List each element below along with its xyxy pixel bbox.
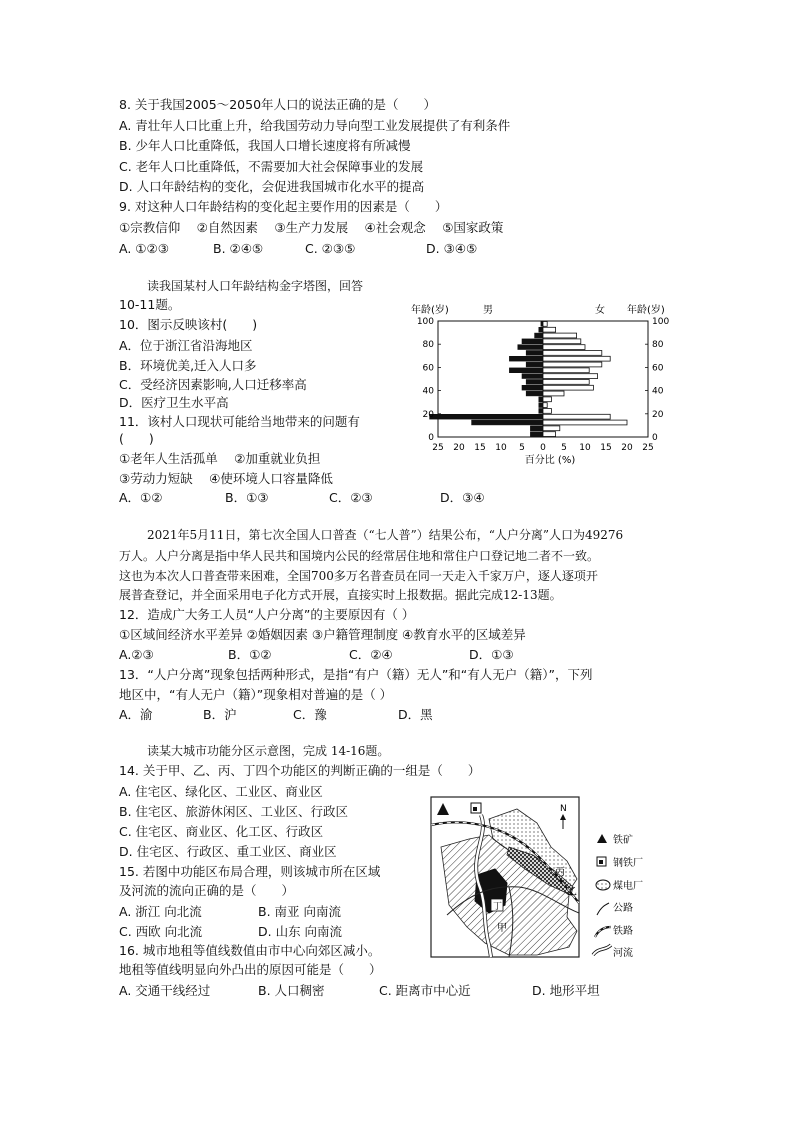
q11-stem: 11．该村人口现状可能给当地带来的问题有 (119, 414, 360, 429)
pyramid-bar-male (526, 351, 543, 356)
pyramid-bar-female (543, 322, 547, 327)
q8-option-c: C. 老年人口比重降低，不需要加大社会保障事业的发展 (119, 159, 424, 174)
q16-option-b: B. 人口稠密 (258, 983, 325, 998)
q8-option-d: D. 人口年龄结构的变化，会促进我国城市化水平的提高 (119, 179, 425, 194)
q13-stem-line2: 地区中，“有人无户（籍）”现象相对普遍的是（ ） (119, 687, 393, 702)
zone-label-ding: 丁 (493, 902, 503, 912)
pyramid-bar-female (543, 397, 551, 402)
pyramid-bar-male (518, 345, 543, 350)
legend-coal-plant-icon (596, 880, 610, 890)
legend-iron-mine-label: 铁矿 (613, 835, 633, 846)
pyramid-bar-male (522, 385, 543, 390)
q11-opts-line2: ③劳动力短缺 ④使环境人口容量降低 (119, 471, 333, 486)
intro-14-16: 读某大城市功能分区示意图，完成 14-16题。 (147, 744, 390, 758)
pyramid-x-tick: 10 (579, 443, 591, 453)
pyramid-age-tick-right: 100 (652, 317, 670, 327)
north-arrow-label: N (560, 804, 567, 814)
intro-12-13-line1: 2021年5月11日，第七次全国人口普查（“七人普”）结果公布，“人户分离”人口为49276 (147, 528, 624, 542)
q14-option-d: D. 住宅区、行政区、重工业区、商业区 (119, 844, 337, 859)
city-function-zone-map (429, 795, 661, 960)
q13-option-d: D．黑 (398, 707, 433, 722)
pyramid-age-tick-right: 40 (652, 386, 664, 397)
q9-stem: 9. 对这种人口年龄结构的变化起主要作用的因素是（ ） (119, 199, 448, 214)
legend-road-label: 公路 (613, 903, 633, 914)
pyramid-bar-male (526, 380, 543, 385)
q15-option-c: C. 西欧 向北流 (119, 924, 203, 939)
pyramid-bar-female (543, 374, 598, 379)
intro-12-13-line2: 万人。人户分离是指中华人民共和国境内公民的经常居住地和常住户口登记地二者不一致。 (119, 549, 600, 563)
pyramid-age-tick-left: 80 (422, 340, 434, 351)
q11-paren: ( ) (119, 431, 154, 446)
q9-option-b: B. ②④⑤ (213, 241, 264, 256)
q9-option-c: C. ②③⑤ (305, 241, 356, 256)
q14-option-b: B. 住宅区、旅游休闲区、工业区、行政区 (119, 804, 349, 819)
q9-option-d: D. ③④⑤ (426, 241, 478, 256)
q11-option-d: D．③④ (440, 490, 485, 505)
q15-option-b: B. 南亚 向南流 (258, 904, 341, 919)
q16-option-a: A. 交通干线经过 (119, 983, 211, 998)
q13-option-c: C．豫 (293, 707, 327, 722)
pyramid-age-tick-right: 0 (652, 433, 658, 443)
pyramid-x-tick: 0 (540, 443, 546, 453)
q9-factors: ①宗教信仰 ②自然因素 ③生产力发展 ④社会观念 ⑤国家政策 (119, 220, 504, 235)
q8-option-b: B. 少年人口比重降低，我国人口增长速度将有所减慢 (119, 138, 411, 153)
pyramid-bar-male (522, 374, 543, 379)
pyramid-bar-female (543, 327, 556, 332)
pyramid-age-tick-right: 80 (652, 340, 664, 351)
q16-stem-line2: 地租等值线明显向外凸出的原因可能是（ ） (119, 962, 382, 977)
q14-stem: 14. 关于甲、乙、丙、丁四个功能区的判断正确的一组是（ ） (119, 763, 481, 778)
q12-opts: ①区域间经济水平差异 ②婚姻因素 ③户籍管理制度 ④教育水平的区域差异 (119, 627, 526, 642)
legend-railway-label: 铁路 (613, 926, 633, 937)
q11-option-a: A．①② (119, 490, 163, 505)
pyramid-bar-male (509, 368, 543, 373)
pyramid-right-age-label: 年龄(岁) (627, 305, 665, 316)
pyramid-age-tick-right: 60 (652, 363, 664, 374)
pyramid-bar-male (539, 403, 543, 408)
pyramid-bar-female (543, 426, 560, 431)
pyramid-age-tick-left: 60 (422, 363, 434, 374)
q14-option-a: A. 住宅区、绿化区、工业区、商业区 (119, 784, 323, 799)
pyramid-bar-female (543, 368, 589, 373)
pyramid-x-tick: 25 (432, 443, 444, 453)
legend-road-icon (597, 903, 609, 915)
q13-option-b: B．沪 (203, 707, 237, 722)
q10-option-b: B．环境优美,迁入人口多 (119, 358, 257, 373)
q12-stem: 12．造成广大务工人员“人户分离”的主要原因有（ ） (119, 607, 415, 622)
zone-label-bing: 丙 (555, 867, 565, 878)
pyramid-bar-female (543, 403, 547, 408)
legend-railway-icon (595, 927, 611, 937)
pyramid-bar-female (543, 339, 581, 344)
pyramid-bar-female (543, 409, 551, 414)
legend-steel-plant-label: 钢铁厂 (613, 858, 643, 869)
pyramid-x-tick: 20 (453, 443, 465, 453)
q15-option-a: A. 浙江 向北流 (119, 904, 202, 919)
pyramid-bar-female (543, 385, 593, 390)
pyramid-bar-male (530, 432, 543, 437)
pyramid-age-tick-right: 20 (652, 409, 664, 420)
pyramid-bar-female (543, 356, 610, 361)
q11-option-c: C．②③ (329, 490, 373, 505)
intro-10-11-line2: 10-11题。 (119, 297, 181, 312)
q12-option-a: A.②③ (119, 647, 154, 662)
pyramid-x-axis-label: 百分比 (%) (524, 455, 576, 466)
pyramid-bar-female (543, 414, 610, 419)
q12-option-d: D．①③ (469, 647, 514, 662)
pyramid-bar-male (526, 391, 543, 396)
intro-12-13-line3: 这也为本次人口普查带来困难，全国700多万名普查员在同一天走入千家万户，逐人逐项开 (119, 569, 598, 583)
q15-stem-line1: 15. 若图中功能区布局合理，则该城市所在区域 (119, 864, 381, 879)
pyramid-x-tick: 10 (495, 443, 507, 453)
q15-stem-line2: 及河流的流向正确的是（ ） (119, 883, 295, 898)
q10-option-d: D．医疗卫生水平高 (119, 395, 229, 410)
q11-option-b: B．①③ (225, 490, 269, 505)
legend-coal-plant-label: 煤电厂 (613, 881, 643, 892)
q10-option-a: A．位于浙江省沿海地区 (119, 338, 253, 353)
q13-stem-line1: 13．“人户分离”现象包括两种形式，是指“有户（籍）无人”和“有人无户（籍）”，下列 (119, 667, 593, 682)
q10-option-c: C．受经济因素影响,人口迁移率高 (119, 377, 307, 392)
pyramid-bar-male (539, 327, 543, 332)
intro-12-13-line4: 展普查登记，并全面采用电子化方式开展，直接实时上报数据。据此完成12-13题。 (119, 588, 562, 602)
q14-option-c: C. 住宅区、商业区、化工区、行政区 (119, 824, 324, 839)
pyramid-bar-male (530, 426, 543, 431)
pyramid-bar-male (522, 339, 543, 344)
q13-option-a: A．渝 (119, 707, 153, 722)
pyramid-bar-male (430, 414, 543, 419)
q10-stem: 10．图示反映该村( ) (119, 317, 258, 332)
q9-option-a: A. ①②③ (119, 241, 169, 256)
pyramid-left-age-label: 年龄(岁) (411, 305, 449, 316)
legend-iron-mine-icon (597, 834, 607, 843)
pyramid-male-label: 男 (483, 305, 493, 316)
pyramid-bar-female (543, 380, 589, 385)
pyramid-bar-female (543, 391, 564, 396)
pyramid-bar-female (543, 351, 602, 356)
pyramid-x-tick: 25 (642, 443, 654, 453)
pyramid-female-label: 女 (595, 305, 605, 316)
q8-stem: 8. 关于我国2005～2050年人口的说法正确的是（ ） (119, 97, 437, 112)
pyramid-bar-male (539, 397, 543, 402)
q11-opts-line1: ①老年人生活孤单 ②加重就业负担 (119, 451, 321, 466)
pyramid-bar-male (472, 420, 543, 425)
pyramid-x-tick: 15 (600, 443, 612, 453)
intro-10-11-line1: 读我国某村人口年龄结构金字塔图，回答 (147, 279, 364, 293)
pyramid-bar-female (543, 333, 577, 338)
pyramid-bar-male (539, 409, 543, 414)
pyramid-age-tick-left: 0 (428, 433, 434, 443)
q16-option-c: C. 距离市中心近 (379, 983, 471, 998)
zone-label-jia: 甲 (497, 923, 507, 934)
q8-option-a: A. 青壮年人口比重上升，给我国劳动力导向型工业发展提供了有利条件 (119, 118, 511, 133)
pyramid-bar-female (543, 362, 602, 367)
pyramid-bar-male (526, 362, 543, 367)
pyramid-bar-female (543, 432, 556, 437)
pyramid-x-tick: 15 (474, 443, 486, 453)
pyramid-bar-female (543, 345, 585, 350)
population-pyramid-chart (405, 301, 670, 471)
q16-option-d: D. 地形平坦 (532, 983, 600, 998)
zone-label-yi: 乙 (567, 887, 577, 898)
q12-option-b: B．①② (228, 647, 272, 662)
pyramid-x-tick: 5 (561, 443, 567, 453)
pyramid-x-tick: 20 (621, 443, 633, 453)
pyramid-age-tick-left: 100 (416, 317, 434, 327)
q15-option-d: D. 山东 向南流 (258, 924, 343, 939)
pyramid-x-tick: 5 (519, 443, 525, 453)
pyramid-bar-female (543, 420, 627, 425)
pyramid-age-tick-left: 20 (422, 409, 434, 420)
pyramid-age-tick-left: 40 (422, 386, 434, 397)
q12-option-c: C．②④ (349, 647, 393, 662)
legend-river-label: 河流 (613, 948, 633, 959)
pyramid-bar-male (509, 356, 543, 361)
pyramid-bar-male (535, 333, 543, 338)
q16-stem-line1: 16. 城市地租等值线数值由市中心向郊区减小。 (119, 943, 381, 958)
